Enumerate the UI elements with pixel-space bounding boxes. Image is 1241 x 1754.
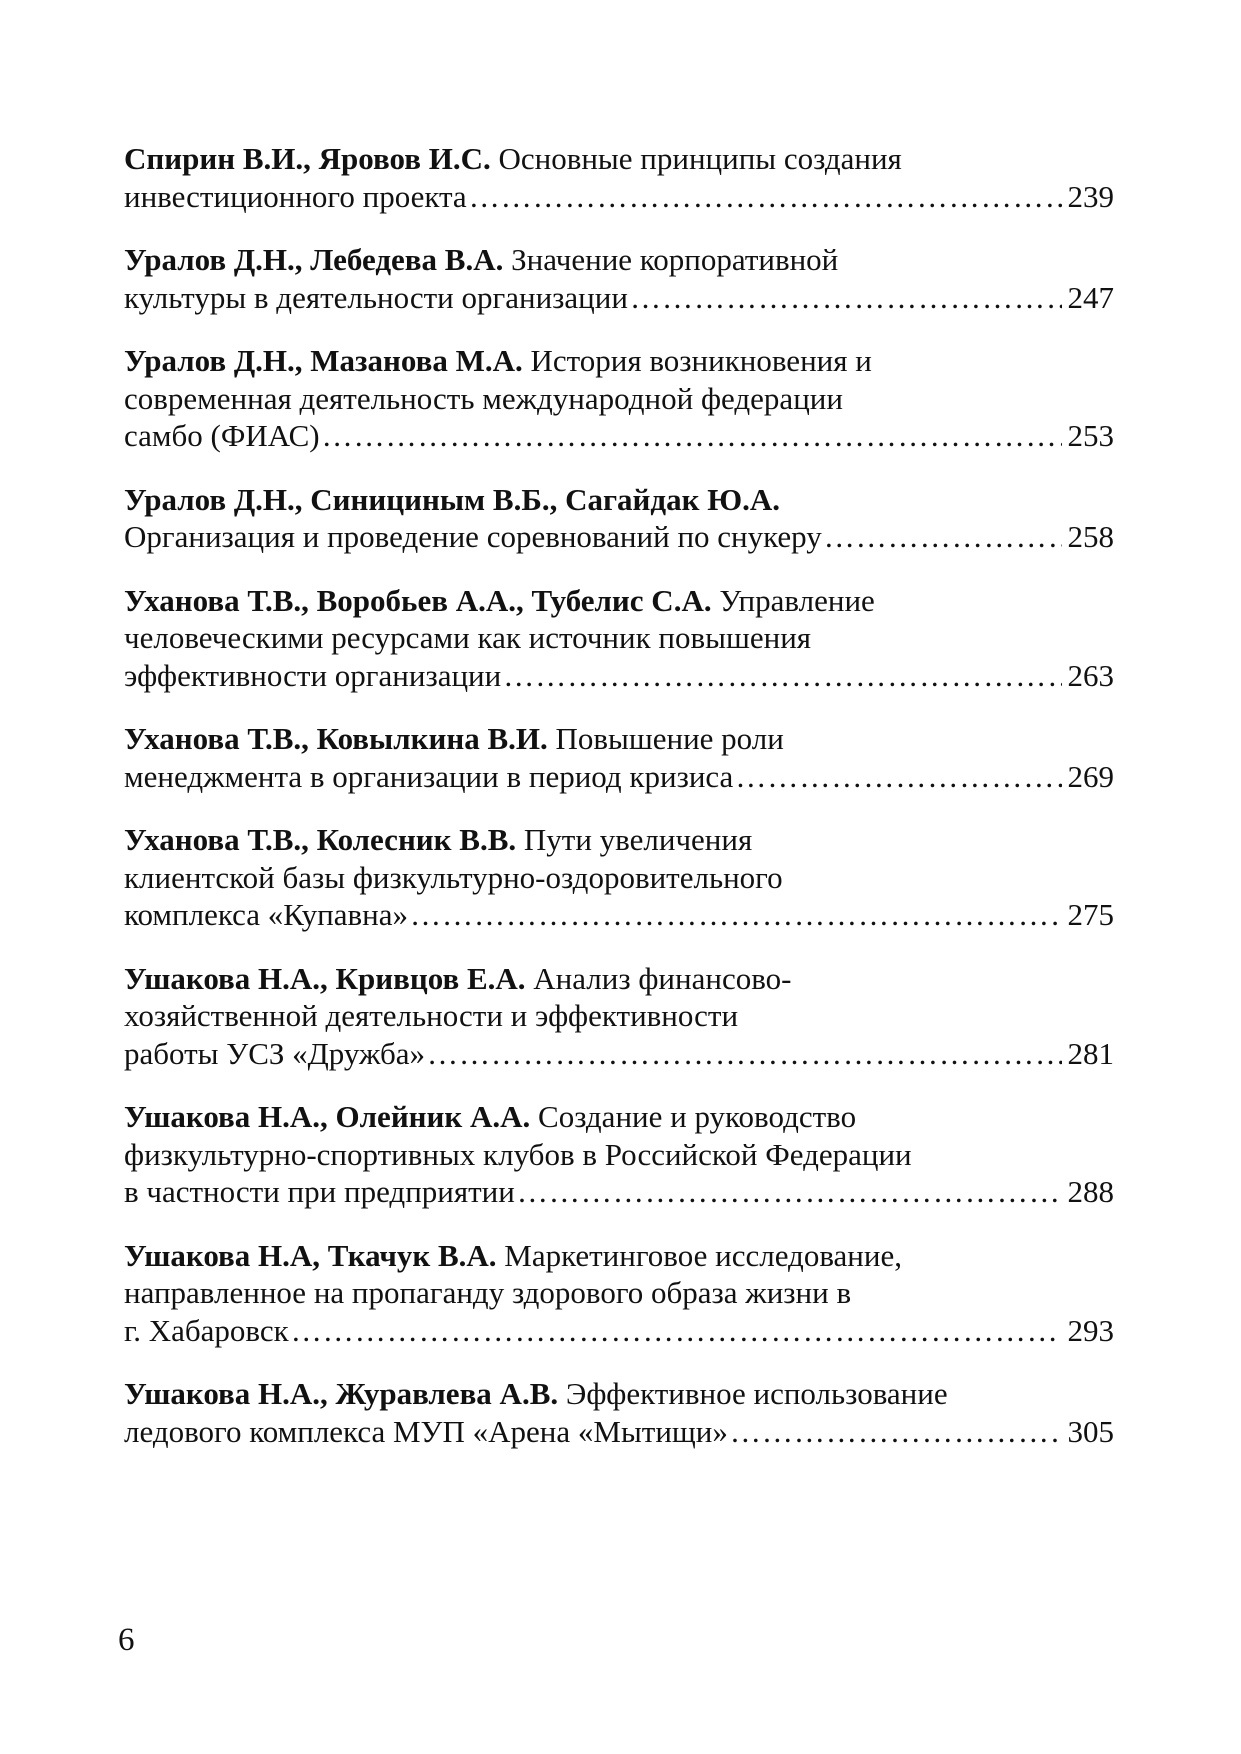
toc-entry-last-line [124, 178, 1114, 216]
toc-entry-title: Создание и руководство [530, 1099, 857, 1134]
toc-entry-authors: Ушакова Н.А., Олейник А.А. [124, 1099, 531, 1134]
toc-entry-page: 305 [1067, 1413, 1114, 1449]
toc-entry-title-line: направленное на пропаганду здорового образа жизни в [124, 1275, 852, 1310]
page-number: 6 [118, 1622, 135, 1658]
dot-leader [322, 417, 1062, 455]
toc-entry-title-line: клиентской базы физкультурно-оздоровительного [124, 859, 783, 895]
toc-entry-page: 247 [1067, 279, 1114, 315]
dot-leader [730, 1413, 1062, 1451]
toc-entry[interactable] [124, 241, 1114, 316]
toc-entry[interactable] [124, 1098, 1114, 1211]
toc-entry-last-line [124, 1035, 1114, 1073]
toc-entry-heading [124, 1375, 1114, 1413]
toc-entry[interactable] [124, 821, 1114, 934]
toc-entry-heading [124, 960, 1114, 998]
toc-entry-heading [124, 1098, 1114, 1136]
toc-entry-authors: Уханова Т.В., Колесник В.В. [124, 822, 517, 857]
dot-leader [735, 758, 1061, 796]
toc-entry[interactable] [124, 140, 1114, 215]
toc-entry-last-line [124, 1312, 1114, 1350]
toc-entry-page: 293 [1067, 1312, 1114, 1348]
toc-entry-title: Значение корпоративной [503, 242, 839, 277]
toc-entry-last-line [124, 896, 1114, 934]
toc-entry-title: Повышение роли [547, 721, 784, 756]
table-of-contents [124, 140, 1114, 1476]
toc-entry-last-line [124, 1413, 1114, 1451]
toc-entry-title-line: человеческими ресурсами как источник повышения [124, 620, 812, 655]
toc-entry-authors: Ушакова Н.А, Ткачук В.А. [124, 1237, 497, 1273]
toc-entry[interactable] [124, 1375, 1114, 1450]
toc-entry-authors: Уханова Т.В., Ковылкина В.И. [124, 721, 548, 756]
toc-entry-last-line [124, 417, 1114, 455]
toc-entry-authors: Спирин В.И., Яровов И.С. [124, 141, 491, 176]
toc-entry-title-end: менеджмента в организации в период кризиса [124, 758, 734, 794]
toc-entry-page: 258 [1067, 519, 1114, 554]
toc-entry-title-line: хозяйственной деятельности и эффективности [124, 998, 739, 1033]
toc-entry-authors: Уралов Д.Н., Синициным В.Б., Сагайдак Ю.А. [124, 481, 780, 517]
toc-entry-title-end: культуры в деятельности организации [124, 279, 628, 315]
toc-entry-heading [124, 1237, 1114, 1275]
toc-entry-title-line: современная деятельность международной федерации [124, 380, 843, 416]
toc-entry-title-end: самбо (ФИАС) [124, 418, 320, 453]
toc-entry-page: 263 [1067, 657, 1114, 693]
toc-entry-title: Маркетинговое исследование, [496, 1237, 902, 1273]
toc-entry-heading [124, 821, 1114, 859]
toc-entry-title-end: работы УСЗ «Дружба» [124, 1035, 426, 1071]
toc-entry[interactable] [124, 582, 1114, 695]
dot-leader [469, 178, 1062, 216]
toc-entry-last-line [124, 1173, 1114, 1211]
toc-entry-page: 288 [1067, 1174, 1114, 1209]
toc-entry-page: 239 [1067, 178, 1114, 214]
toc-entry-title: Основные принципы создания [490, 141, 902, 176]
toc-entry-heading [124, 241, 1114, 279]
toc-entry-title: Анализ финансово- [525, 960, 792, 996]
toc-entry-title-end: ледового комплекса МУП «Арена «Мытищи» [124, 1413, 728, 1449]
toc-entry-heading [124, 582, 1114, 620]
toc-entry-page: 253 [1067, 418, 1114, 453]
toc-entry-page: 275 [1067, 897, 1114, 932]
toc-entry-title-end: Организация и проведение соревнований по снукеру [124, 519, 822, 554]
dot-leader [517, 1173, 1062, 1211]
toc-entry-authors: Уханова Т.В., Воробьев А.А., Тубелис С.А. [124, 582, 712, 618]
toc-entry-heading [124, 342, 1114, 380]
toc-entry[interactable] [124, 481, 1114, 556]
dot-leader [503, 657, 1061, 695]
toc-entry-title: Эффективное использование [558, 1376, 948, 1411]
toc-entry-page: 281 [1067, 1035, 1114, 1071]
dot-leader [410, 896, 1062, 934]
toc-entry-last-line [124, 657, 1114, 695]
toc-entry-last-line [124, 758, 1114, 796]
toc-entry-page: 269 [1067, 758, 1114, 794]
toc-entry-authors: Уралов Д.Н., Лебедева В.А. [124, 242, 504, 277]
toc-entry-title-end: комплекса «Купавна» [124, 897, 408, 932]
dot-leader [291, 1312, 1062, 1350]
toc-entry[interactable] [124, 1237, 1114, 1350]
toc-entry[interactable] [124, 342, 1114, 455]
toc-entry-title: Управление [711, 582, 875, 618]
toc-entry-title-end: в частности при предприятии [124, 1174, 515, 1209]
toc-entry-heading [124, 720, 1114, 758]
toc-entry-heading [124, 481, 1114, 519]
toc-entry-authors: Ушакова Н.А., Кривцов Е.А. [124, 960, 526, 996]
toc-entry-authors: Ушакова Н.А., Журавлева А.В. [124, 1376, 559, 1411]
toc-entry-title-end: эффективности организации [124, 657, 502, 693]
toc-entry-title-end: г. Хабаровск [124, 1312, 289, 1348]
toc-entry[interactable] [124, 720, 1114, 795]
dot-leader [824, 518, 1062, 556]
toc-entry-last-line [124, 279, 1114, 317]
dot-leader [427, 1035, 1061, 1073]
toc-entry-last-line [124, 518, 1114, 556]
toc-entry-title: Пути увеличения [516, 822, 753, 857]
toc-entry-title: История возникновения и [522, 343, 872, 378]
toc-entry-title-line: физкультурно-спортивных клубов в Российской Федерации [124, 1136, 912, 1172]
dot-leader [630, 279, 1062, 317]
toc-entry-title-end: инвестиционного проекта [124, 178, 467, 214]
toc-entry-heading [124, 140, 1114, 178]
toc-entry[interactable] [124, 960, 1114, 1073]
toc-entry-authors: Уралов Д.Н., Мазанова М.А. [124, 343, 523, 378]
